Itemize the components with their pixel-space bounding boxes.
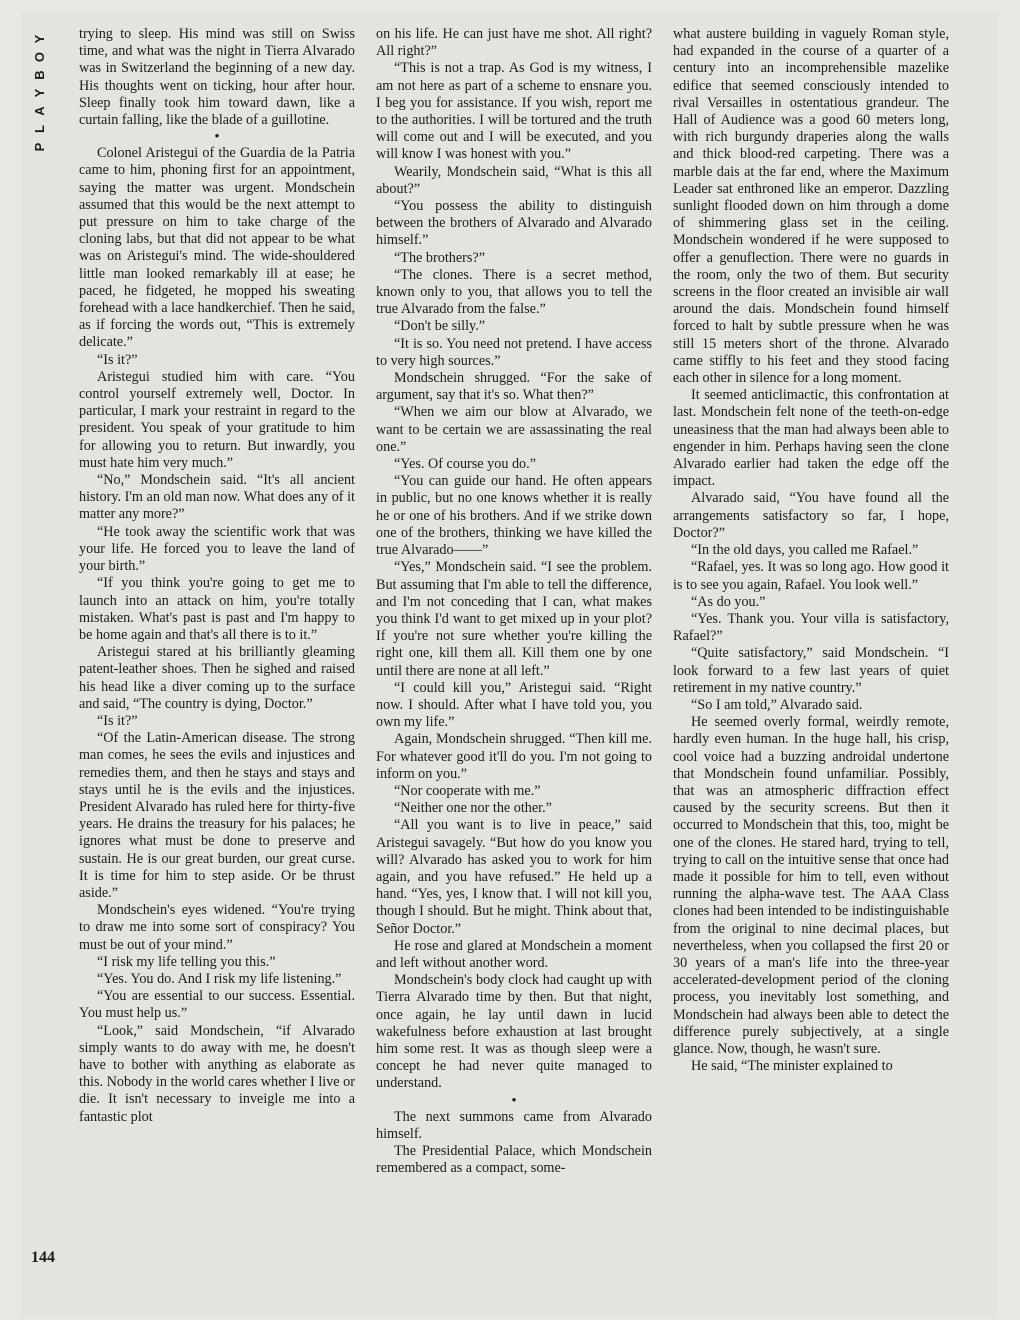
paragraph: He rose and glared at Mondschein a moment and left without another word. bbox=[376, 937, 652, 971]
paragraph: Again, Mondschein shrugged. “Then kill me. For whatever good it'll do you. I'm not going to inform on you.” bbox=[376, 731, 652, 782]
paragraph: “You can guide our hand. He often appears in public, but no one knows whether it is really he or one of his brothers. And if we strike down one of the brothers, thinking we have killed the true Alvarado——” bbox=[376, 473, 652, 559]
paragraph: The next summons came from Alvarado himself. bbox=[376, 1108, 652, 1142]
side-label-letter: B bbox=[32, 70, 47, 80]
paragraph: “Yes. You do. And I risk my life listening.” bbox=[97, 970, 342, 987]
paragraph: “Don't be silly.” bbox=[394, 318, 486, 335]
text-column-1 bbox=[79, 26, 355, 1126]
paragraph: “So I am told,” Alvarado said. bbox=[691, 696, 863, 713]
paragraph: “When we aim our blow at Alvarado, we want to be certain we are assassinating the real one.” bbox=[376, 404, 652, 455]
paragraph: “I risk my life telling you this.” bbox=[97, 953, 276, 970]
paragraph: “He took away the scientific work that was your life. He forced you to leave the land of your birth.” bbox=[79, 523, 355, 575]
paragraph: Mondschein's body clock had caught up with Tierra Alvarado time by then. But that night, once again, he lay until dawn in lucid wakefulness before exhaustion at last brought him some rest. It was as though sleep were a concept he had never quite managed to understand. bbox=[376, 972, 652, 1092]
paragraph: “All you want is to live in peace,” said Aristegui savagely. “But how do you know you will? Alvarado has asked you to work for him again, and you have refused.” He held up a hand. “Yes, yes, I know that. I will not kill you, though I should. But he might. Think about that, Señor Doctor.” bbox=[376, 817, 652, 937]
paragraph: Mondschein shrugged. “For the sake of argument, say that it's so. What then?” bbox=[376, 370, 652, 404]
paragraph: “This is not a trap. As God is my witness, I am not here as part of a scheme to ensnare you. I beg you for assistance. If you wish, report me to the authorities. I will be tortured and the truth will come out and I will be executed, and you will know I was honest with you.” bbox=[376, 60, 652, 163]
paragraph: It seemed anticlimactic, this confrontation at last. Mondschein felt none of the teeth-on-edge uneasiness that the man had always been able to engender in him. Perhaps having seen the clone Alvarado earlier had taken the edge off the impact. bbox=[673, 387, 949, 490]
paragraph: on his life. He can just have me shot. All right? All right?” bbox=[376, 26, 652, 60]
side-label-letter: Y bbox=[32, 34, 47, 44]
text-column-2 bbox=[376, 26, 652, 1177]
paragraph: “As do you.” bbox=[691, 593, 766, 610]
paragraph: “Nor cooperate with me.” bbox=[394, 782, 541, 799]
paragraph: Aristegui stared at his brilliantly gleaming patent-leather shoes. Then he sighed and raised his head like a diver coming up to the surface and said, “The country is dying, Doctor.” bbox=[79, 644, 355, 712]
paragraph: “Yes. Of course you do.” bbox=[394, 456, 536, 473]
paragraph: trying to sleep. His mind was still on Swiss time, and what was the night in Tierra Alvarado was in Switzerland the beginning of a new day. His thoughts went on ticking, hour after hour. Sleep finally took him toward dawn, like a curtain falling, like the blade of a guillotine. bbox=[79, 26, 355, 129]
paragraph: Aristegui studied him with care. “You control yourself extremely well, Doctor. In particular, I mark your restraint in regard to the president. You speak of your gratitude to him for allowing you to return. But inwardly, you must hate him very much.” bbox=[79, 368, 355, 471]
page-number: 144 bbox=[31, 1249, 55, 1266]
side-label-letter: L bbox=[32, 125, 47, 133]
paragraph: what austere building in vaguely Roman style, had expanded in the course of a quarter of a century into an incomprehensible mazelike edifice that seemed consciously intended to rival Versailles in ostentatious grandeur. The Hall of Audience was a good 60 meters long, with rich burgundy draperies along the walls and thick blood-red carpeting. There was a marble dais at the far end, where the Maximum Leader sat enthroned like an emperor. Dazzling sunlight flooded down on him through a dome of shimmering glass set in the ceiling. Mondschein wondered if he were supposed to offer a genuflection. There were no guards in the room, only the two of them. But security screens in the floor created an invisible air wall around the dais. Mondschein found himself forced to halt by subtle pressure when he was still 15 meters short of the throne. Alvarado came stiffly to his feet and they stood facing each other in silence for a long moment. bbox=[673, 26, 949, 387]
paragraph: Wearily, Mondschein said, “What is this all about?” bbox=[376, 163, 652, 197]
paragraph: Mondschein's eyes widened. “You're trying to draw me into some sort of conspiracy? You must be out of your mind.” bbox=[79, 902, 355, 953]
paragraph: “Yes. Thank you. Your villa is satisfactory, Rafael?” bbox=[673, 610, 949, 645]
paragraph: “The clones. There is a secret method, known only to you, that allows you to tell the true Alvarado from the false.” bbox=[376, 266, 652, 318]
paragraph: “Is it?” bbox=[97, 351, 138, 368]
paragraph: The Presidential Palace, which Mondschein remembered as a compact, some- bbox=[376, 1143, 652, 1177]
paragraph: “Yes,” Mondschein said. “I see the problem. But assuming that I'm able to tell the difference, and I'm not conceding that I can, what makes you think I'd want to get mixed up in your plot? If you're not sure whether you're killing the right one, kill them all. Kill them one by one until there are none at all left.” bbox=[376, 559, 652, 679]
section-break-bullet: • bbox=[511, 1092, 517, 1109]
paragraph: “The brothers?” bbox=[394, 249, 485, 266]
side-label-letter: O bbox=[32, 51, 47, 63]
paragraph: “I could kill you,” Aristegui said. “Right now. I should. After what I have told you, you own my life.” bbox=[376, 679, 652, 731]
side-label-letter: P bbox=[32, 142, 47, 152]
section-break-bullet: • bbox=[214, 129, 220, 146]
paragraph: Alvarado said, “You have found all the arrangements satisfactory so far, I hope, Doctor?” bbox=[673, 490, 949, 541]
paragraph: “Is it?” bbox=[97, 712, 138, 729]
side-label-letter: Y bbox=[32, 88, 47, 98]
paragraph: Colonel Aristegui of the Guardia de la Patria came to him, phoning first for an appointment, saying the matter was urgent. Mondschein assumed that this would be the next attempt to put pressure on him to take charge of the cloning labs, but that did not appear to be what was on Aristegui's mind. The wide-shouldered little man looked remarkably ill at ease; he paced, he fidgeted, he mopped his sweating forehead with a lace handkerchief. Then he said, as if forcing the words out, “This is extremely delicate.” bbox=[79, 145, 355, 351]
paragraph: He said, “The minister explained to bbox=[691, 1058, 893, 1075]
paragraph: “You possess the ability to distinguish between the brothers of Alvarado and Alvarado himself.” bbox=[376, 198, 652, 249]
paragraph: “Of the Latin-American disease. The strong man comes, he sees the evils and injustices and remedies them, and then he stays and stays and stays until he is the evils and the injustices. President Alvarado has ruled here for thirty-five years. He drains the treasury for his palaces; he ignores what must be done to preserve and sustain. He is our great burden, our great curse. It is time for him to step aside. Or be thrust aside.” bbox=[79, 730, 355, 901]
paragraph: “Look,” said Mondschein, “if Alvarado simply wants to do away with me, he doesn't have to bother with anything as elaborate as this. Nobody in the world cares whether I live or die. It isn't necessary to inveigle me into a fantastic plot bbox=[79, 1022, 355, 1125]
paragraph: “If you think you're going to get me to launch into an attack on him, you're totally mistaken. What's past is past and I'm happy to be home again and that's all there is to it.” bbox=[79, 575, 355, 643]
text-column-3 bbox=[673, 26, 949, 1075]
paragraph: “Rafael, yes. It was so long ago. How good it is to see you again, Rafael. You look well.” bbox=[673, 559, 949, 593]
paragraph: “You are essential to our success. Essential. You must help us.” bbox=[79, 988, 355, 1022]
paragraph: “No,” Mondschein said. “It's all ancient history. I'm an old man now. What does any of it matter any more?” bbox=[79, 472, 355, 523]
side-label-letter: A bbox=[32, 106, 47, 116]
magazine-side-label bbox=[33, 30, 53, 156]
paragraph: “Neither one nor the other.” bbox=[394, 800, 552, 817]
paragraph: “In the old days, you called me Rafael.” bbox=[691, 542, 919, 559]
paragraph: “Quite satisfactory,” said Mondschein. “I look forward to a few last years of quiet retirement in my native country.” bbox=[673, 645, 949, 696]
paragraph: “It is so. You need not pretend. I have access to very high sources.” bbox=[376, 335, 652, 369]
paragraph: He seemed overly formal, weirdly remote, hardly even human. In the huge hall, his crisp, cool voice had a buzzing androidal undertone that Mondschein found unfamiliar. Possibly, that was an atmospheric diffraction effect caused by the security screens. But then it occurred to Mondschein that this, too, might be one of the clones. He stared hard, trying to tell, trying to call on the intuitive sense that once had made it possible for him to tell, even without running the alpha-wave test. The AAA Class clones had been intended to be indistinguishable from the original to nine decimal places, but nevertheless, when you collapsed the first 20 or 30 years of a man's life into the three-year accelerated-development period of the cloning process, you inevitably lost something, and Mondschein had always been able to detect the difference purely subjectively, at a single glance. Now, though, he wasn't sure. bbox=[673, 714, 949, 1057]
